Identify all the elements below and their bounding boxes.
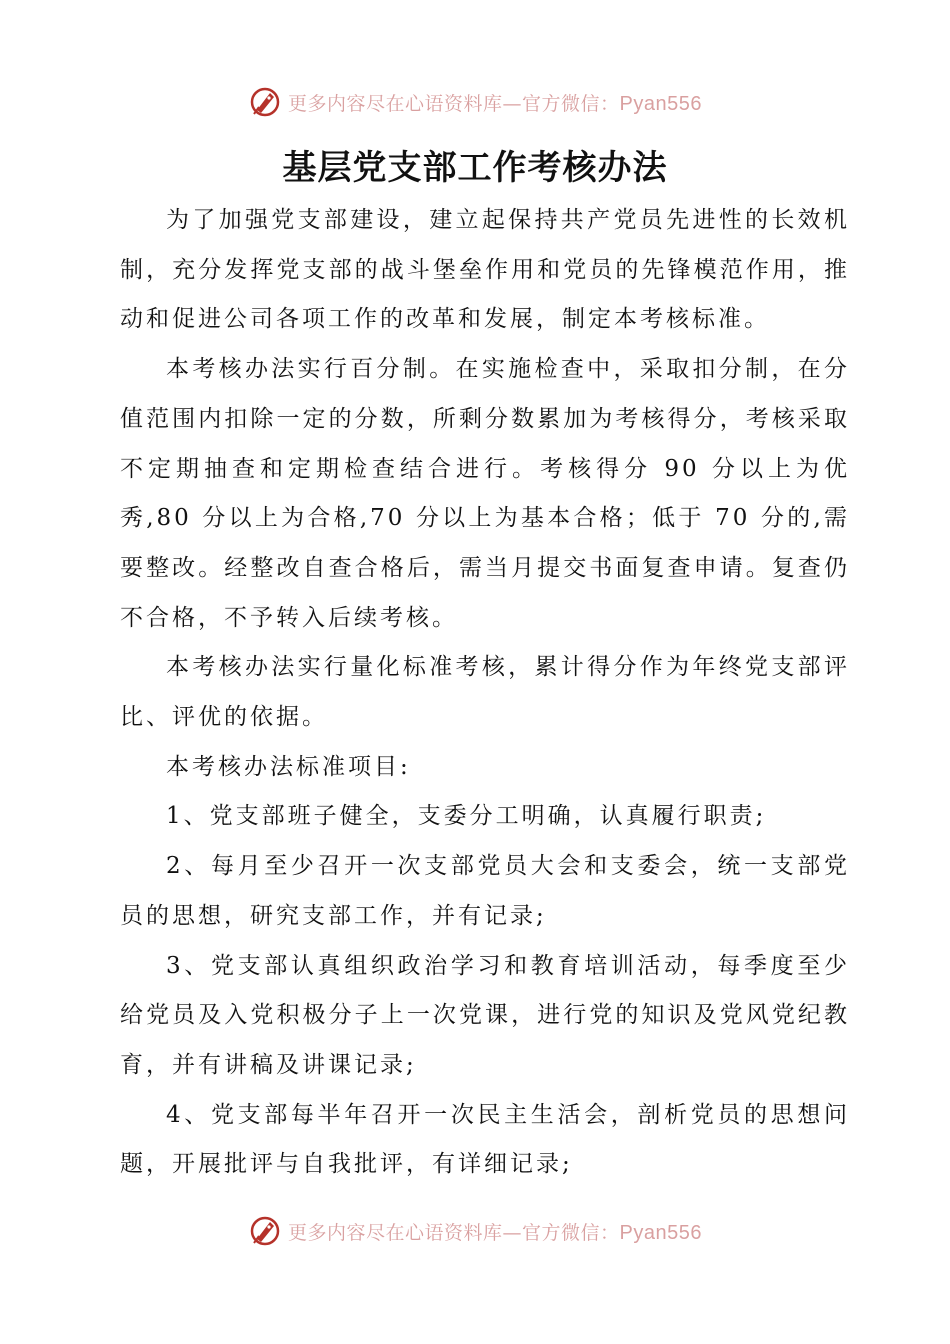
footer-banner-wechat: Pyan556 [619, 1221, 702, 1244]
pen-nib-seal-icon [248, 1214, 282, 1248]
header-banner-main: 更多内容尽在心语资料库—官方微信： [288, 92, 620, 115]
list-item-2: 2、每月至少召开一次支部党员大会和支委会，统一支部党员的思想，研究支部工作，并有记录; [120, 853, 850, 929]
list-item-3: 3、党支部认真组织政治学习和教育培训活动，每季度至少给党员及入党积极分子上一次党课，进行党的知识及党风党纪教育，并有讲稿及讲课记录; [120, 952, 850, 1078]
paragraph-scoring: 本考核办法实行百分制。在实施检查中，采取扣分制，在分值范围内扣除一定的分数，所剩分数累加为考核得分，考核采取不定期抽查和定期检查结合进行。考核得分 90 分以上为优秀,80 分以上为合格,70 分以上为基本合格；低于 70 分的,需要整改。经整改自查合格后，需当月提交书面复查申请。复查仍不合格，不予转入后续考核。 [120, 356, 850, 631]
document-body [120, 196, 850, 1190]
document-title: 基层党支部工作考核办法 [282, 148, 668, 188]
header-banner-text [288, 89, 702, 116]
footer-banner-main: 更多内容尽在心语资料库—官方微信： [288, 1221, 620, 1244]
footer-banner-text [288, 1218, 702, 1245]
paragraph-quantified: 本考核办法实行量化标准考核，累计得分作为年终党支部评比、评优的依据。 [120, 654, 850, 731]
pen-nib-seal-icon [248, 85, 282, 119]
paragraph-items-heading: 本考核办法标准项目: [166, 753, 411, 780]
header-banner-wechat: Pyan556 [619, 92, 702, 115]
paragraph-intro: 为了加强党支部建设，建立起保持共产党员先进性的长效机制，充分发挥党支部的战斗堡垒作用和党员的先锋模范作用，推动和促进公司各项工作的改革和发展，制定本考核标准。 [120, 207, 850, 333]
footer-banner [0, 1211, 950, 1251]
header-banner [0, 82, 950, 122]
list-item-1: 1、党支部班子健全，支委分工明确，认真履行职责; [166, 803, 767, 830]
list-item-4: 4、党支部每半年召开一次民主生活会，剖析党员的思想问题，开展批评与自我批评，有详细记录; [120, 1101, 850, 1178]
